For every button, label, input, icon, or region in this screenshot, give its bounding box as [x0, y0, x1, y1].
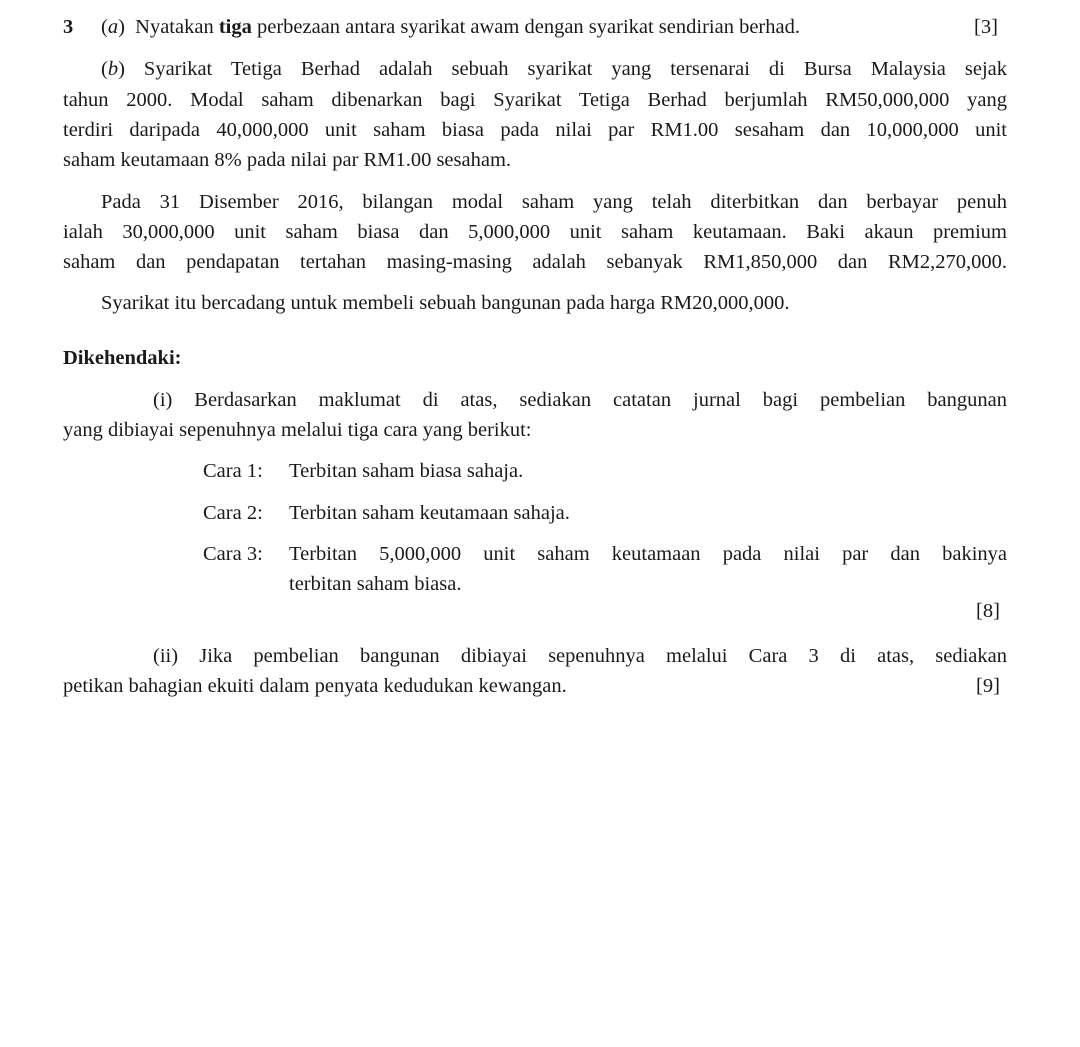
- sub-i-line-1: (i) Berdasarkan maklumat di atas, sediakan catatan jurnal bagi pembelian bangunan: [153, 389, 1007, 411]
- required-heading: Dikehendaki:: [63, 347, 182, 369]
- part-b-line-1: (b) Syarikat Tetiga Berhad adalah sebuah syarikat yang tersenarai di Bursa Malaysia sejak: [101, 58, 1007, 80]
- para2-line-3: saham dan pendapatan tertahan masing-masing adalah sebanyak RM1,850,000 dan RM2,270,000.: [63, 251, 1007, 273]
- part-a-marks: [3]: [974, 16, 998, 38]
- method-2-text: Terbitan saham keutamaan sahaja.: [289, 502, 570, 524]
- method-3-text-line-1: Terbitan 5,000,000 unit saham keutamaan pada nilai par dan bakinya: [289, 543, 1007, 565]
- method-1-label: Cara 1:: [203, 460, 263, 482]
- sub-i-line-2: yang dibiayai sepenuhnya melalui tiga cara yang berikut:: [63, 419, 532, 441]
- sub-ii-line-2: petikan bahagian ekuiti dalam penyata kedudukan kewangan.: [63, 675, 567, 697]
- part-a-text: (a) Nyatakan tiga perbezaan antara syarikat awam dengan syarikat sendirian berhad.: [101, 16, 800, 38]
- sub-ii-line-1: (ii) Jika pembelian bangunan dibiayai sepenuhnya melalui Cara 3 di atas, sediakan: [153, 645, 1007, 667]
- part-b-line-4: saham keutamaan 8% pada nilai par RM1.00 sesaham.: [63, 149, 512, 171]
- question-number: [63, 13, 73, 41]
- para3: Syarikat itu bercadang untuk membeli sebuah bangunan pada harga RM20,000,000.: [101, 292, 790, 314]
- part-b-line-2: tahun 2000. Modal saham dibenarkan bagi Syarikat Tetiga Berhad berjumlah RM50,000,000 yang: [63, 89, 1007, 111]
- question-number-text: 3: [63, 16, 74, 38]
- para2-line-2: ialah 30,000,000 unit saham biasa dan 5,000,000 unit saham keutamaan. Baki akaun premium: [63, 221, 1007, 243]
- sub-i-marks: [8]: [976, 600, 1000, 622]
- method-1-text: Terbitan saham biasa sahaja.: [289, 460, 524, 482]
- part-a-letter: a: [107, 16, 119, 38]
- part-b-line-3: terdiri daripada 40,000,000 unit saham biasa pada nilai par RM1.00 sesaham dan 10,000,000 unit: [63, 119, 1007, 141]
- method-3-text-line-2: terbitan saham biasa.: [289, 573, 462, 595]
- para2-line-1: Pada 31 Disember 2016, bilangan modal saham yang telah diterbitkan dan berbayar penuh: [101, 191, 1007, 213]
- emphasis-word: tiga: [218, 16, 252, 38]
- method-2-label: Cara 2:: [203, 502, 263, 524]
- method-3-label: Cara 3:: [203, 543, 263, 565]
- part-b-letter: b: [107, 58, 119, 80]
- sub-ii-marks: [9]: [976, 675, 1000, 697]
